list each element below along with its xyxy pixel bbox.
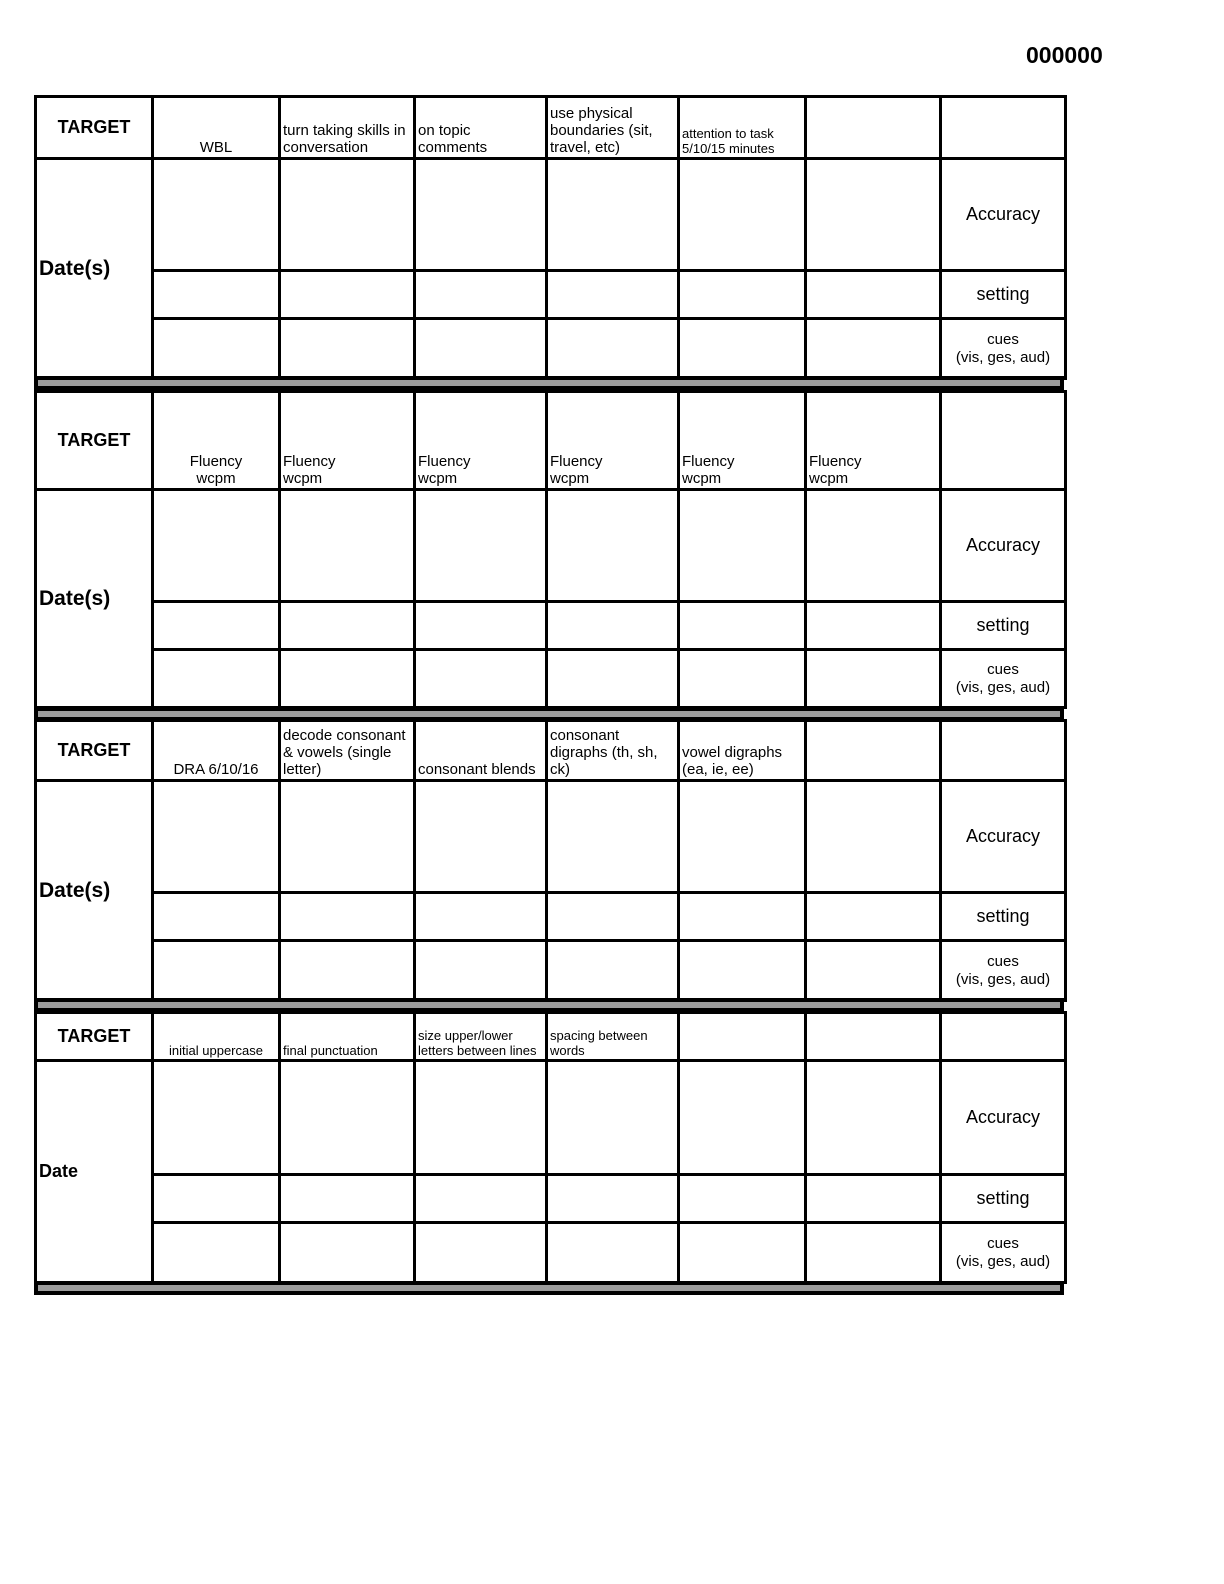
date-label: Date(s) (36, 781, 153, 1001)
data-cell[interactable] (280, 159, 415, 271)
data-cell[interactable] (415, 490, 547, 602)
data-cell[interactable] (153, 893, 280, 941)
data-cell[interactable] (153, 650, 280, 708)
target-label: TARGET (36, 1013, 153, 1061)
data-cell[interactable] (547, 602, 679, 650)
target-cell[interactable]: final punctuation (280, 1013, 415, 1061)
data-cell[interactable] (806, 1223, 941, 1283)
data-cell[interactable] (153, 602, 280, 650)
data-cell[interactable] (806, 650, 941, 708)
data-cell[interactable] (153, 490, 280, 602)
target-cell[interactable]: use physical boundaries (sit, travel, etc) (547, 97, 679, 159)
data-cell[interactable] (806, 271, 941, 319)
target-cell[interactable]: Fluency wcpm (547, 392, 679, 490)
target-cell[interactable]: Fluency wcpm (806, 392, 941, 490)
date-label: Date(s) (36, 490, 153, 708)
data-cell[interactable] (679, 1223, 806, 1283)
goal-section-3 (34, 719, 1064, 1002)
page-id: 000000 (1026, 42, 1103, 68)
section-divider (34, 998, 1064, 1012)
accuracy-label: Accuracy (941, 159, 1066, 271)
goal-section-2 (34, 390, 1064, 709)
data-cell[interactable] (679, 941, 806, 1001)
data-cell[interactable] (280, 781, 415, 893)
data-cell[interactable] (280, 319, 415, 379)
setting-label: setting (941, 271, 1066, 319)
data-cell[interactable] (415, 159, 547, 271)
data-cell[interactable] (280, 602, 415, 650)
target-cell-blank[interactable] (941, 392, 1066, 490)
data-cell[interactable] (280, 1061, 415, 1175)
data-cell[interactable] (547, 893, 679, 941)
accuracy-label: Accuracy (941, 781, 1066, 893)
data-cell[interactable] (415, 319, 547, 379)
data-cell[interactable] (415, 941, 547, 1001)
data-cell[interactable] (280, 893, 415, 941)
data-cell[interactable] (547, 650, 679, 708)
target-cell[interactable]: consonant digraphs (th, sh, ck) (547, 721, 679, 781)
date-label: Date(s) (36, 159, 153, 379)
cues-label: cues (vis, ges, aud) (941, 941, 1066, 1001)
data-cell[interactable] (679, 319, 806, 379)
data-cell[interactable] (280, 271, 415, 319)
data-cell[interactable] (547, 1223, 679, 1283)
data-cell[interactable] (280, 650, 415, 708)
setting-label: setting (941, 602, 1066, 650)
target-cell[interactable]: attention to task 5/10/15 minutes (679, 97, 806, 159)
target-cell[interactable]: decode consonant & vowels (single letter) (280, 721, 415, 781)
data-cell[interactable] (806, 159, 941, 271)
data-cell[interactable] (806, 602, 941, 650)
target-cell[interactable]: Fluency wcpm (153, 392, 280, 490)
target-cell[interactable] (806, 1013, 941, 1061)
data-cell[interactable] (415, 781, 547, 893)
data-cell[interactable] (280, 490, 415, 602)
data-cell[interactable] (679, 1061, 806, 1175)
data-cell[interactable] (547, 490, 679, 602)
accuracy-label: Accuracy (941, 490, 1066, 602)
data-cell[interactable] (153, 1061, 280, 1175)
data-cell[interactable] (679, 650, 806, 708)
data-cell[interactable] (679, 602, 806, 650)
data-cell[interactable] (679, 893, 806, 941)
cues-label: cues (vis, ges, aud) (941, 319, 1066, 379)
data-cell[interactable] (547, 159, 679, 271)
data-cell[interactable] (806, 1175, 941, 1223)
setting-label: setting (941, 1175, 1066, 1223)
data-cell[interactable] (547, 319, 679, 379)
target-cell[interactable]: Fluency wcpm (280, 392, 415, 490)
target-cell[interactable] (679, 1013, 806, 1061)
accuracy-label: Accuracy (941, 1061, 1066, 1175)
target-cell[interactable]: spacing between words (547, 1013, 679, 1061)
data-cell[interactable] (153, 159, 280, 271)
target-cell-blank[interactable] (941, 1013, 1066, 1061)
target-label: TARGET (36, 392, 153, 490)
data-cell[interactable] (153, 319, 280, 379)
data-cell[interactable] (415, 602, 547, 650)
target-cell[interactable]: size upper/lower letters between lines (415, 1013, 547, 1061)
target-cell[interactable]: Fluency wcpm (415, 392, 547, 490)
data-cell[interactable] (679, 271, 806, 319)
target-label: TARGET (36, 97, 153, 159)
data-cell[interactable] (679, 781, 806, 893)
target-cell[interactable] (806, 721, 941, 781)
data-cell[interactable] (415, 1223, 547, 1283)
data-cell[interactable] (806, 1061, 941, 1175)
data-cell[interactable] (415, 893, 547, 941)
data-cell[interactable] (153, 1223, 280, 1283)
target-cell[interactable]: WBL (153, 97, 280, 159)
target-cell[interactable]: DRA 6/10/16 (153, 721, 280, 781)
data-cell[interactable] (679, 159, 806, 271)
cues-label: cues (vis, ges, aud) (941, 650, 1066, 708)
data-cell[interactable] (547, 941, 679, 1001)
data-cell[interactable] (547, 271, 679, 319)
setting-label: setting (941, 893, 1066, 941)
target-cell[interactable] (806, 97, 941, 159)
data-cell[interactable] (806, 893, 941, 941)
data-cell[interactable] (153, 1175, 280, 1223)
data-cell[interactable] (415, 271, 547, 319)
data-cell[interactable] (806, 490, 941, 602)
target-cell-blank[interactable] (941, 97, 1066, 159)
target-cell[interactable]: initial uppercase (153, 1013, 280, 1061)
goal-section-4 (34, 1011, 1064, 1284)
data-cell[interactable] (547, 1175, 679, 1223)
section-divider (34, 376, 1064, 390)
data-cell[interactable] (806, 781, 941, 893)
data-cell[interactable] (806, 319, 941, 379)
data-cell[interactable] (547, 781, 679, 893)
data-cell[interactable] (153, 781, 280, 893)
data-cell[interactable] (679, 1175, 806, 1223)
data-cell[interactable] (415, 1175, 547, 1223)
data-cell[interactable] (280, 941, 415, 1001)
target-cell[interactable]: Fluency wcpm (679, 392, 806, 490)
target-cell[interactable]: consonant blends (415, 721, 547, 781)
data-cell[interactable] (280, 1223, 415, 1283)
data-cell[interactable] (547, 1061, 679, 1175)
date-label: Date (36, 1061, 153, 1283)
data-cell[interactable] (153, 941, 280, 1001)
data-cell[interactable] (415, 1061, 547, 1175)
goal-section-1 (34, 95, 1064, 380)
target-cell[interactable]: on topic comments (415, 97, 547, 159)
target-cell-blank[interactable] (941, 721, 1066, 781)
data-cell[interactable] (806, 941, 941, 1001)
data-cell[interactable] (679, 490, 806, 602)
target-cell[interactable]: turn taking skills in conversation (280, 97, 415, 159)
data-cell[interactable] (153, 271, 280, 319)
data-cell[interactable] (415, 650, 547, 708)
target-label: TARGET (36, 721, 153, 781)
data-cell[interactable] (280, 1175, 415, 1223)
section-divider (34, 1281, 1064, 1295)
cues-label: cues (vis, ges, aud) (941, 1223, 1066, 1283)
target-cell[interactable]: vowel digraphs (ea, ie, ee) (679, 721, 806, 781)
